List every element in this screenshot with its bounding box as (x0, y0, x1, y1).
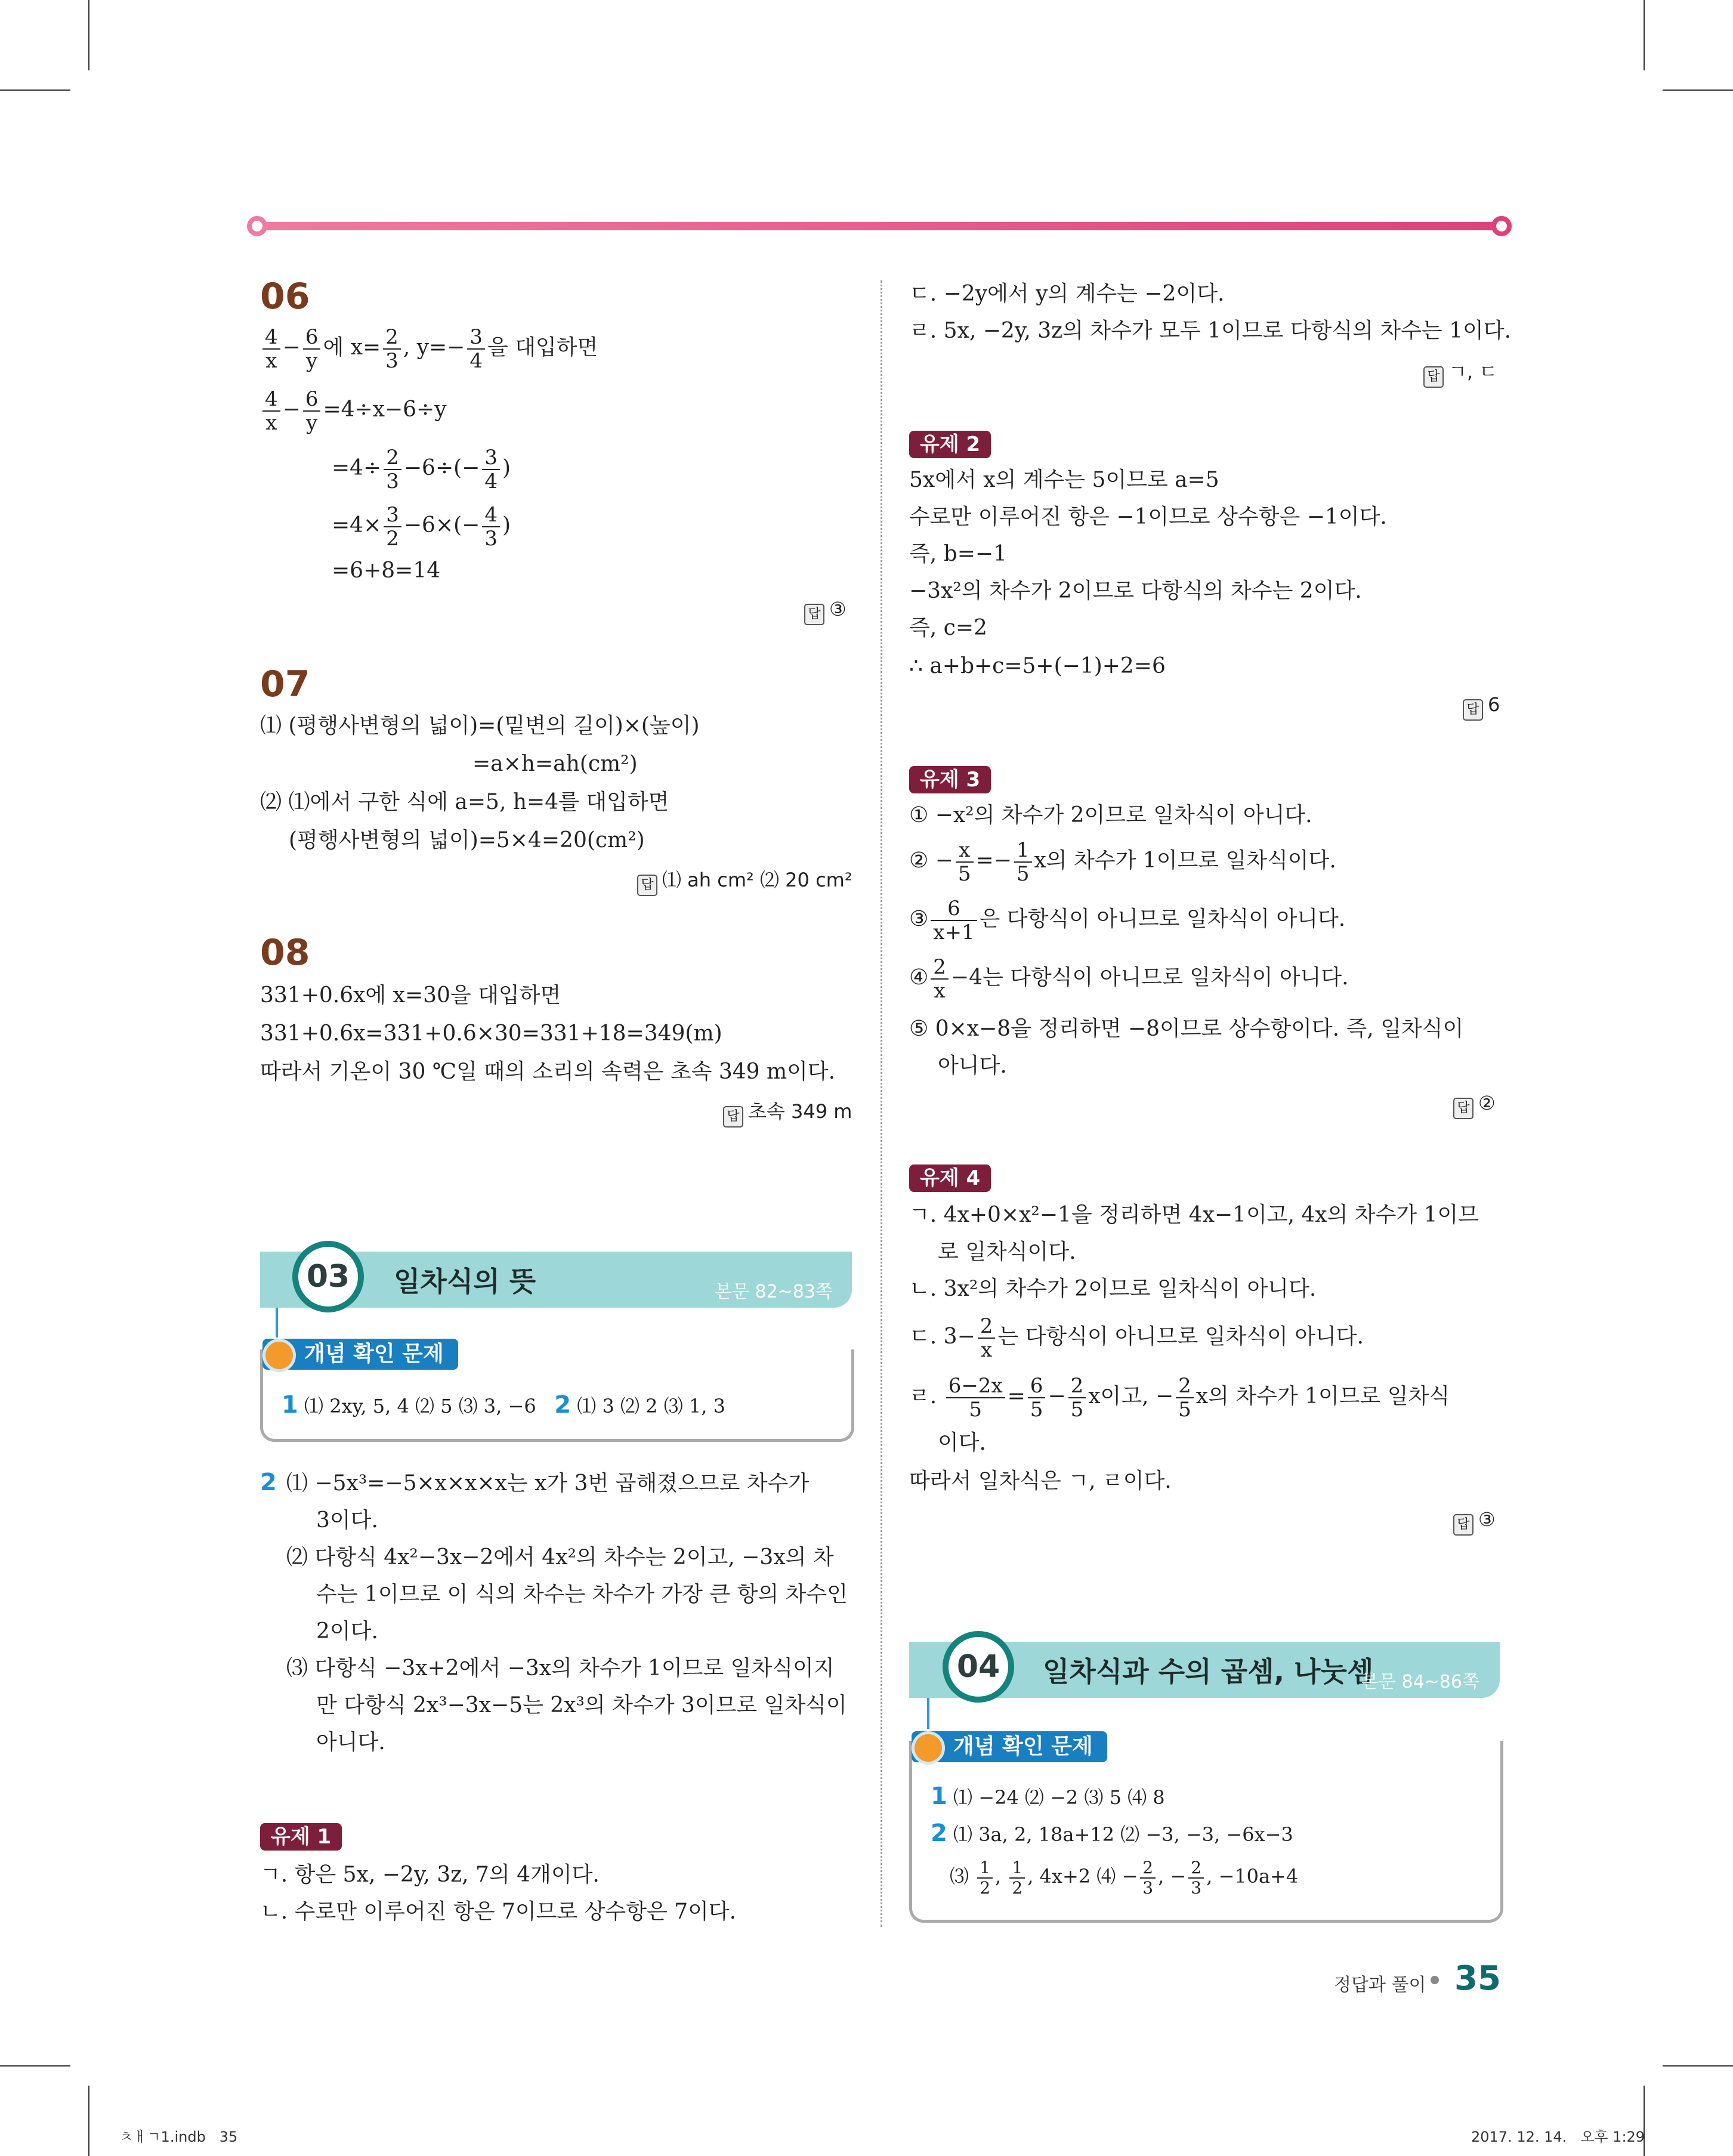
q07-line4: (평행사변형의 넓이)=5×4=20(cm²) (289, 828, 645, 852)
fraction: $\frac{3}{4}$ (467, 327, 485, 371)
q2-line2: 3이다. (316, 1508, 378, 1533)
problem-number: 2 (260, 1469, 277, 1496)
example-badge: 유제 1 (260, 1823, 342, 1851)
yu2-line1: 5x에서 x의 계수는 5이므로 a=5 (909, 468, 1219, 492)
q2-line3: ⑵ 다항식 4x²−3x−2에서 4x²의 차수는 2이고, −3x의 차 (286, 1545, 834, 1570)
section-number: 04 (943, 1631, 1014, 1703)
q08-line1: 331+0.6x에 x=30을 대입하면 (260, 983, 561, 1008)
concept-answer-2: 2 ⑴ 3a, 2, 18a+12 ⑵ −3, −3, −6x−3 (931, 1820, 1293, 1847)
answer-icon: 답 (1453, 1514, 1473, 1536)
footer-label: 정답과 풀이 (1334, 1975, 1426, 1996)
lightbulb-icon (262, 1339, 296, 1372)
answer-icon: 답 (1453, 1098, 1473, 1119)
yu3-line3: ③ $\frac{6}{x+1}$ 은 다항식이 아니므로 일차식이 아니다. (909, 897, 1346, 944)
q06-line3: =4÷ $\frac{2}{3}$ −6÷(− $\frac{3}{4}$ ) (332, 446, 511, 493)
page-number: 35 (1454, 1959, 1501, 1998)
q06-line4: =4× $\frac{3}{2}$ −6×(− $\frac{4}{3}$ ) (332, 503, 511, 551)
answer: 답 ㄱ, ㄷ (1423, 357, 1497, 388)
yu1-line1: ㄱ. 항은 5x, −2y, 3z, 7의 4개이다. (260, 1862, 600, 1887)
section-title: 일차식의 뜻 (394, 1265, 536, 1298)
concept-answer-3: ⑶ $\frac{1}{2}$ , $\frac{1}{2}$ , 4x+2 ⑷ − $\frac{2}{3}$ , − $\frac{2}{3}$ , −10a+4 (950, 1857, 1299, 1898)
yu3-line1: ① −x²의 차수가 2이므로 일차식이 아니다. (909, 803, 1312, 827)
crop-mark (1663, 89, 1733, 91)
section-number: 03 (292, 1241, 364, 1312)
top-rule (257, 222, 1503, 230)
fraction: $\frac{6}{y}$ (303, 327, 321, 371)
yu2-line2: 수로만 이루어진 항은 −1이므로 상수항은 −1이다. (909, 505, 1387, 529)
crop-mark (88, 2086, 89, 2156)
q2-line5: 2이다. (316, 1619, 378, 1644)
example-badge: 유제 3 (909, 766, 991, 793)
concept-answer-1: 1 ⑴ −24 ⑵ −2 ⑶ 5 ⑷ 8 (931, 1783, 1165, 1810)
print-date: 2017. 12. 14. 오후 1:29 (1471, 2129, 1645, 2145)
concept-answers: 1 ⑴ 2xy, 5, 4 ⑵ 5 ⑶ 3, −6 2 ⑴ 3 ⑵ 2 ⑶ 1, 3 (282, 1391, 725, 1419)
connector-line (927, 1698, 929, 1729)
fraction: $\frac{2}{3}$ (383, 327, 401, 371)
answer-icon: 답 (804, 604, 824, 625)
yu4-line3: ㄴ. 3x²의 차수가 2이므로 일차식이 아니다. (909, 1277, 1317, 1301)
q06-line5: =6+8=14 (332, 558, 441, 583)
answer: 답 ⑴ ah cm² ⑵ 20 cm² (637, 865, 852, 896)
section-page-ref: 본문 84~86쪽 (1361, 1672, 1479, 1692)
yu4-line7: 따라서 일차식은 ㄱ, ㄹ이다. (909, 1469, 1172, 1493)
section-page-ref: 본문 82~83쪽 (715, 1281, 833, 1302)
top-rule-dot-right (1491, 216, 1512, 236)
crop-mark (1644, 0, 1645, 70)
yu4-line2: 로 일차식이다. (938, 1240, 1076, 1264)
lightbulb-icon (912, 1731, 945, 1765)
example-badge: 유제 2 (909, 431, 991, 458)
yu3-line5: ⑤ 0×x−8을 정리하면 −8이므로 상수항이다. 즉, 일차식이 (909, 1017, 1464, 1041)
top-line2: ㄹ. 5x, −2y, 3z의 차수가 모두 1이므로 다항식의 차수는 1이다. (909, 319, 1512, 343)
q06-line1: $\frac{4}{x}$ − $\frac{6}{y}$ 에 x= $\frac{2}{3}$ , y=− $\frac{3}{4}$ 을 대입하면 (260, 327, 598, 371)
concept-check-label: 개념 확인 문제 (262, 1339, 458, 1370)
answer: 답 6 (1463, 693, 1500, 721)
q07-line1: ⑴ (평행사변형의 넓이)=(밑변의 길이)×(높이) (260, 713, 700, 738)
connector-line (276, 1308, 278, 1338)
q2-line1: ⑴ −5x³=−5×x×x×x는 x가 3번 곱해졌으므로 차수가 (286, 1471, 810, 1496)
crop-mark (0, 2065, 70, 2067)
footer-dot (1431, 1976, 1439, 1984)
answer-icon: 답 (1463, 699, 1483, 721)
column-divider (881, 280, 882, 1927)
yu2-line4: −3x²의 차수가 2이므로 다항식의 차수는 2이다. (909, 579, 1362, 603)
q07-line3: ⑵ ⑴에서 구한 식에 a=5, h=4를 대입하면 (260, 790, 669, 814)
q2-line6: ⑶ 다항식 −3x+2에서 −3x의 차수가 1이므로 일차식이지 (286, 1656, 835, 1681)
top-line1: ㄷ. −2y에서 y의 계수는 −2이다. (909, 282, 1225, 306)
yu2-line3: 즉, b=−1 (909, 542, 1007, 566)
yu4-line5: ㄹ. $\frac{6-2x}{5}$ = $\frac{6}{5}$ − $\frac{2}{5}$ x이고, − $\frac{2}{5}$ x의 차수가 1이므로 일차식 (909, 1374, 1450, 1422)
crop-mark (1663, 2065, 1733, 2067)
yu2-line6: ∴ a+b+c=5+(−1)+2=6 (909, 654, 1166, 678)
q2-line8: 아니다. (316, 1730, 385, 1755)
q08-line2: 331+0.6x=331+0.6×30=331+18=349(m) (260, 1021, 722, 1046)
answer-icon: 답 (1423, 366, 1444, 388)
yu4-line4: ㄷ. 3− $\frac{2}{x}$ 는 다항식이 아니므로 일차식이 아니다. (909, 1314, 1364, 1362)
q2-line4: 수는 1이므로 이 식의 차수는 차수가 가장 큰 항의 차수인 (316, 1582, 848, 1607)
example-badge: 유제 4 (909, 1165, 991, 1192)
yu4-line1: ㄱ. 4x+0×x²−1을 정리하면 4x−1이고, 4x의 차수가 1이므 (909, 1203, 1479, 1227)
answer: 답 ③ (1453, 1508, 1496, 1536)
q06-line2: $\frac{4}{x}$ − $\frac{6}{y}$ =4÷x−6÷y (260, 389, 447, 433)
yu1-line2: ㄴ. 수로만 이루어진 항은 7이므로 상수항은 7이다. (260, 1899, 737, 1924)
q08-line3: 따라서 기온이 30 ℃일 때의 소리의 속력은 초속 349 m이다. (260, 1060, 836, 1084)
problem-number: 06 (260, 276, 310, 317)
problem-number: 08 (260, 932, 310, 974)
yu4-line6: 이다. (938, 1431, 986, 1455)
section-title: 일차식과 수의 곱셈, 나눗셈 (1043, 1655, 1374, 1688)
yu3-line2: ② − $\frac{x}{5}$ =− $\frac{1}{5}$ x의 차수가 1이므로 일차식이다. (909, 838, 1336, 886)
answer: 답 ② (1453, 1092, 1496, 1119)
q07-line2: =a×h=ah(cm²) (472, 752, 638, 776)
top-rule-dot-left (247, 216, 267, 236)
yu3-line6: 아니다. (938, 1054, 1007, 1078)
crop-mark (0, 89, 70, 91)
fraction: $\frac{4}{x}$ (262, 327, 280, 371)
crop-mark (88, 0, 89, 70)
concept-check-label: 개념 확인 문제 (912, 1731, 1107, 1762)
answer: 답 초속 349 m (723, 1096, 852, 1128)
yu3-line4: ④ $\frac{2}{x}$ −4는 다항식이 아니므로 일차식이 아니다. (909, 955, 1349, 1003)
q2-line7: 만 다항식 2x³−3x−5는 2x³의 차수가 3이므로 일차식이 (316, 1693, 847, 1718)
problem-number: 07 (260, 663, 310, 705)
answer-icon: 답 (723, 1106, 743, 1128)
answer-icon: 답 (637, 875, 657, 896)
print-file-name: ㅊㅐㄱ1.indb 35 (119, 2129, 238, 2145)
answer: 답 ③ (804, 598, 847, 625)
yu2-line5: 즉, c=2 (909, 616, 987, 640)
